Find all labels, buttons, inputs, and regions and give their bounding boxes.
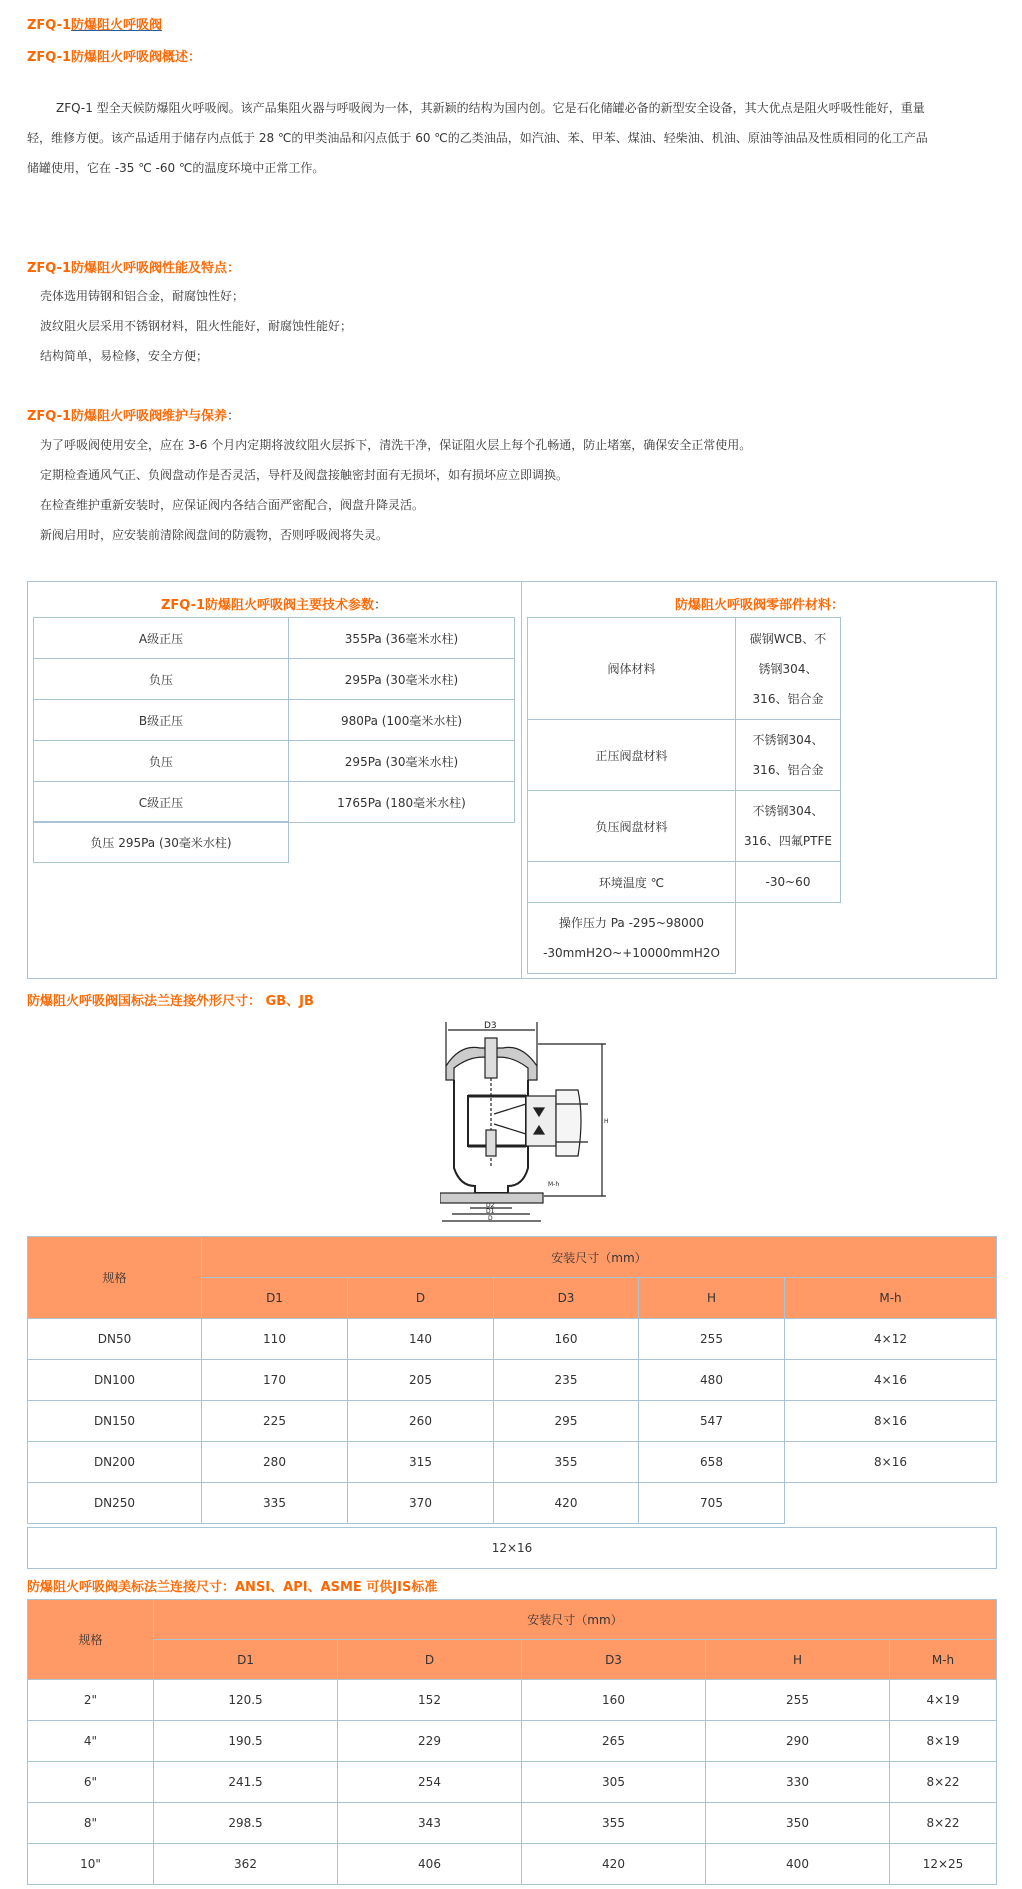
gb-dimensions-table bbox=[27, 1236, 997, 1524]
table-row: 负压阀盘材料 不锈钢304、 316、四氟PTFE bbox=[528, 791, 841, 862]
spec-header: 规格 bbox=[28, 1237, 202, 1319]
svg-text:D: D bbox=[488, 1215, 493, 1222]
column-header: D bbox=[338, 1640, 522, 1680]
column-header: M-h bbox=[890, 1640, 997, 1680]
group-header: 安装尺寸（mm） bbox=[154, 1600, 997, 1640]
maintenance-item: 新阀启用时，应安装前清除阀盘间的防震物，否则呼吸阀将失灵。 bbox=[40, 528, 389, 542]
overview-line-2: 轻，维修方便。该产品适用于储存内点低于 28 ℃的甲类油品和闪点低于 60 ℃的乙类油品，如汽油、苯、甲苯、煤油、轻柴油、机油、原油等油品及性质相同的化工产品 bbox=[27, 131, 928, 145]
maintenance-heading: ZFQ-1防爆阻火呼吸阀维护与保养： bbox=[27, 409, 241, 424]
title-prefix: ZFQ-1 bbox=[27, 18, 72, 33]
overview-paragraph bbox=[27, 100, 997, 190]
group-header: 安装尺寸（mm） bbox=[202, 1237, 997, 1278]
table-row: C级正压 1765Pa (180毫米水柱) bbox=[34, 782, 515, 823]
table-row: DN200 280 315 355 658 8×16 bbox=[28, 1442, 997, 1483]
table-row: 负压 295Pa (30毫米水柱) bbox=[34, 659, 515, 700]
table-row: 阀体材料 碳钢WCB、不 锈钢304、 316、铝合金 bbox=[528, 618, 841, 720]
column-header: M-h bbox=[785, 1278, 997, 1319]
table-row: 负压 295Pa (30毫米水柱) bbox=[34, 822, 289, 863]
column-header: H bbox=[706, 1640, 890, 1680]
table-row: DN50 110 140 160 255 4×12 bbox=[28, 1319, 997, 1360]
table-row: 正压阀盘材料 不锈钢304、 316、铝合金 bbox=[528, 720, 841, 791]
table-row: A级正压 355Pa (36毫米水柱) bbox=[34, 618, 515, 659]
gb-heading: 防爆阻火呼吸阀国标法兰连接外形尺寸： GB、JB bbox=[27, 994, 314, 1009]
maintenance-item: 定期检查通风气正、负阀盘动作是否灵活，导杆及阀盘接触密封面有无损坏，如有损坏应立即调换。 bbox=[40, 468, 569, 482]
table-row: 环境温度 ℃ -30~60 bbox=[528, 862, 841, 903]
overview-line-3: 储罐使用，它在 -35 ℃ -60 ℃的温度环境中正常工作。 bbox=[27, 161, 325, 175]
valve-drawing-icon bbox=[440, 1018, 610, 1223]
ansi-dimensions-table bbox=[27, 1599, 997, 1885]
table-row: DN150 225 260 295 547 8×16 bbox=[28, 1401, 997, 1442]
tech-params-last-row bbox=[33, 821, 289, 863]
tech-params-heading: ZFQ-1防爆阻火呼吸阀主要技术参数： bbox=[160, 598, 388, 613]
svg-text:D2: D2 bbox=[486, 1202, 495, 1209]
feature-item: 结构简单，易检修，安全方便； bbox=[40, 349, 209, 363]
table-row: DN100 170 205 235 480 4×16 bbox=[28, 1360, 997, 1401]
materials-last-row bbox=[527, 902, 736, 974]
table-row: 2" 120.5 152 160 255 4×19 bbox=[28, 1680, 997, 1721]
table-row: 负压 295Pa (30毫米水柱) bbox=[34, 741, 515, 782]
svg-text:M-h: M-h bbox=[548, 1181, 560, 1188]
column-header: D bbox=[348, 1278, 494, 1319]
params-divider bbox=[521, 581, 522, 979]
svg-text:D1: D1 bbox=[486, 1208, 495, 1215]
table-row: 4" 190.5 229 265 290 8×19 bbox=[28, 1721, 997, 1762]
page-title bbox=[27, 14, 162, 33]
features-heading: ZFQ-1防爆阻火呼吸阀性能及特点： bbox=[27, 261, 241, 276]
feature-item: 壳体选用铸钢和铝合金，耐腐蚀性好； bbox=[40, 289, 245, 303]
table-row: 10" 362 406 420 400 12×25 bbox=[28, 1844, 997, 1885]
tech-params-table bbox=[33, 617, 515, 823]
spec-header: 规格 bbox=[28, 1600, 154, 1680]
materials-heading: 防爆阻火呼吸阀零部件材料： bbox=[675, 598, 845, 613]
overview-line-1: ZFQ-1 型全天候防爆阻火呼吸阀。该产品集阻火器与呼吸阀为一体，其新颖的结构为国内创。它是石化储罐必备的新型安全设备，其大优点是阻火呼吸性能好，重量 bbox=[56, 101, 925, 115]
table-row: 6" 241.5 254 305 330 8×22 bbox=[28, 1762, 997, 1803]
column-header: D1 bbox=[202, 1278, 348, 1319]
column-header: D3 bbox=[494, 1278, 639, 1319]
svg-text:H: H bbox=[604, 1118, 609, 1125]
table-row: DN250 335 370 420 705 bbox=[28, 1483, 997, 1524]
maintenance-item: 在检查维护重新安装时，应保证阀内各结合面严密配合，阀盘升降灵活。 bbox=[40, 498, 425, 512]
column-header: D1 bbox=[154, 1640, 338, 1680]
column-header: D3 bbox=[522, 1640, 706, 1680]
ansi-heading: 防爆阻火呼吸阀美标法兰连接尺寸：ANSI、API、ASME 可供JIS标准 bbox=[27, 1580, 438, 1595]
feature-item: 波纹阻火层采用不锈钢材料，阻火性能好，耐腐蚀性能好； bbox=[40, 319, 353, 333]
column-header: H bbox=[639, 1278, 785, 1319]
maintenance-item: 为了呼吸阀使用安全，应在 3-6 个月内定期将波纹阻火层拆下，清洗干净，保证阻火层上每个孔畅通，防止堵塞，确保安全正常使用。 bbox=[40, 438, 752, 452]
materials-table bbox=[527, 617, 841, 903]
table-row: B级正压 980Pa (100毫米水柱) bbox=[34, 700, 515, 741]
svg-text:D3: D3 bbox=[484, 1021, 497, 1031]
table-row: 8" 298.5 343 355 350 8×22 bbox=[28, 1803, 997, 1844]
gb-footer-row bbox=[27, 1527, 997, 1569]
overview-heading: ZFQ-1防爆阻火呼吸阀概述： bbox=[27, 50, 202, 65]
valve-diagram bbox=[440, 1018, 610, 1223]
title-link[interactable]: 防爆阻火呼吸阀 bbox=[71, 18, 163, 33]
table-row: 操作压力 Pa -295~98000 -30mmH2O~+10000mmH2O bbox=[528, 903, 736, 974]
table-row: 12×16 bbox=[28, 1528, 997, 1569]
